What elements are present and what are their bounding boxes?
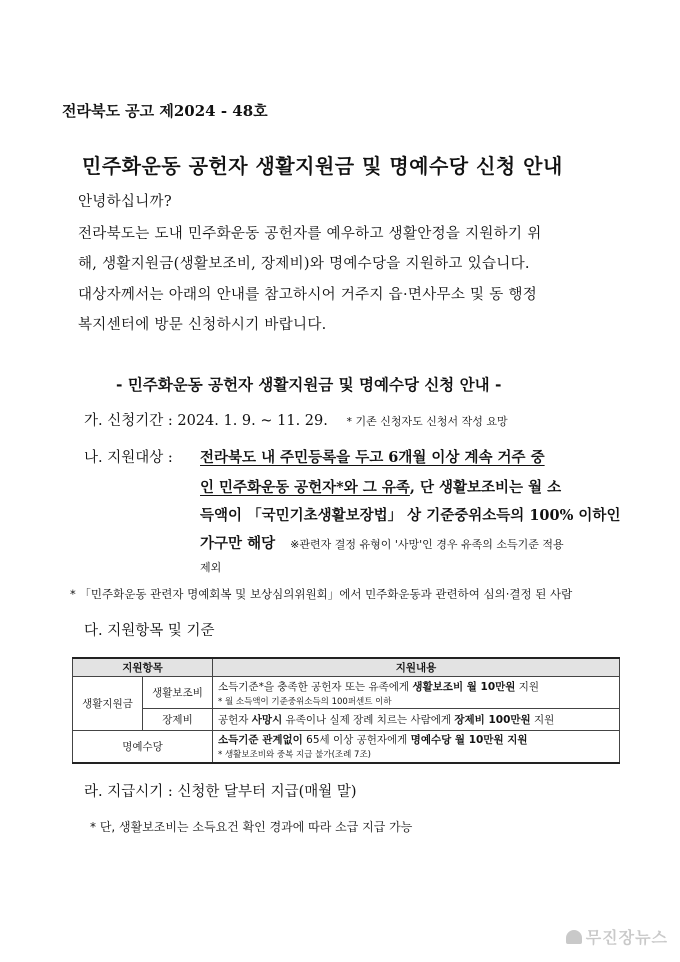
target-line3: 득액이 「국민기초생활보장법」 상 기준중위소득의 100% 이하인 (200, 507, 621, 524)
intro-p1-line1: 전라북도는 도내 민주화운동 공헌자를 예우하고 생활안정을 지원하기 위 (78, 226, 542, 242)
items-heading: 다. 지원항목 및 기준 (84, 623, 215, 639)
target-line4-a: 가구만 해당 (200, 535, 276, 552)
row2-text-a: 공헌자 (218, 714, 252, 726)
table-row (73, 709, 620, 731)
row2-sub: 장제비 (143, 709, 213, 731)
row2-content (213, 709, 620, 731)
table-header-row (73, 658, 620, 677)
row3-text-b: 65세 이상 공헌자에게 (302, 734, 411, 747)
row1-note: * 월 소득액이 기준중위소득의 100퍼센트 이하 (218, 696, 392, 707)
target-line2-b: , 단 생활보조비는 월 소 (409, 479, 562, 496)
target-line4-note: ※관련자 결정 유형이 '사망'인 경우 유족의 소득기준 적용 (290, 538, 564, 551)
target-line1: 전라북도 내 주민등록을 두고 6개월 이상 계속 거주 중 (200, 449, 545, 466)
row3-label: 명예수당 (73, 731, 213, 763)
greeting: 안녕하십니까? (78, 194, 172, 210)
support-table (72, 657, 620, 764)
intro-p2-line1: 대상자께서는 아래의 안내를 참고하시어 거주지 읍·면사무소 및 동 행정 (78, 287, 538, 303)
watermark (566, 925, 668, 948)
page-title: 민주화운동 공헌자 생활지원금 및 명예수당 신청 안내 (82, 154, 563, 178)
footnote: * 「민주화운동 관련자 명예회복 및 보상심의위원회」에서 민주화운동과 관련하여 심의·결정 된 사람 (70, 587, 573, 601)
notice-ref: 전라북도 공고 제2024 - 48호 (62, 102, 268, 120)
payment-item: 라. 지급시기 : 신청한 달부터 지급(매월 말) (84, 784, 357, 800)
row3-text-c: 명예수당 월 10만원 지원 (410, 734, 528, 747)
row1-text-c: 지원 (515, 680, 540, 693)
row3-text-a: 소득기준 관계없이 (218, 734, 303, 747)
watermark-text: 무진장뉴스 (585, 928, 668, 947)
watermark-logo-icon (566, 930, 582, 944)
period-note: * 기존 신청자도 신청서 작성 요망 (346, 415, 508, 428)
group-label: 생활지원금 (73, 677, 143, 731)
period-item (84, 409, 508, 430)
row3-note: * 생활보조비와 중복 지급 불가(조례 7조) (218, 750, 371, 761)
intro-p2-line2: 복지센터에 방문 신청하시기 바랍니다. (78, 317, 327, 333)
row1-text-a: 소득기준*을 충족한 공헌자 또는 유족에게 (218, 680, 413, 693)
row2-text-d: 장제비 100만원 (454, 714, 531, 726)
table-row (73, 677, 620, 709)
target-line2-a: 인 민주화운동 공헌자*와 그 유족 (200, 479, 410, 496)
header-item: 지원항목 (73, 658, 213, 677)
intro-p1-line2: 해, 생활지원금(생활보조비, 장제비)와 명예수당을 지원하고 있습니다. (78, 256, 530, 272)
row1-text-b: 생활보조비 월 10만원 (412, 680, 516, 693)
row2-text-c: 유족이나 실제 장례 치르는 사람에게 (282, 714, 455, 726)
target-line4 (200, 532, 564, 553)
target-line2 (200, 476, 561, 497)
target-line5-note: 제외 (200, 561, 222, 574)
table-row (73, 731, 620, 763)
row1-content (213, 677, 620, 709)
row3-content (213, 731, 620, 763)
header-content: 지원내용 (213, 658, 620, 677)
row2-text-e: 지원 (530, 714, 555, 726)
target-label: 나. 지원대상 : (84, 450, 173, 466)
row1-sub: 생활보조비 (143, 677, 213, 709)
section-subtitle: - 민주화운동 공헌자 생활지원금 및 명예수당 신청 안내 - (116, 376, 502, 394)
payment-note: * 단, 생활보조비는 소득요건 확인 경과에 따라 소급 지급 가능 (90, 820, 413, 834)
period-label: 가. 신청기간 : 2024. 1. 9. ~ 11. 29. (84, 413, 328, 429)
row2-text-b: 사망시 (251, 714, 283, 726)
